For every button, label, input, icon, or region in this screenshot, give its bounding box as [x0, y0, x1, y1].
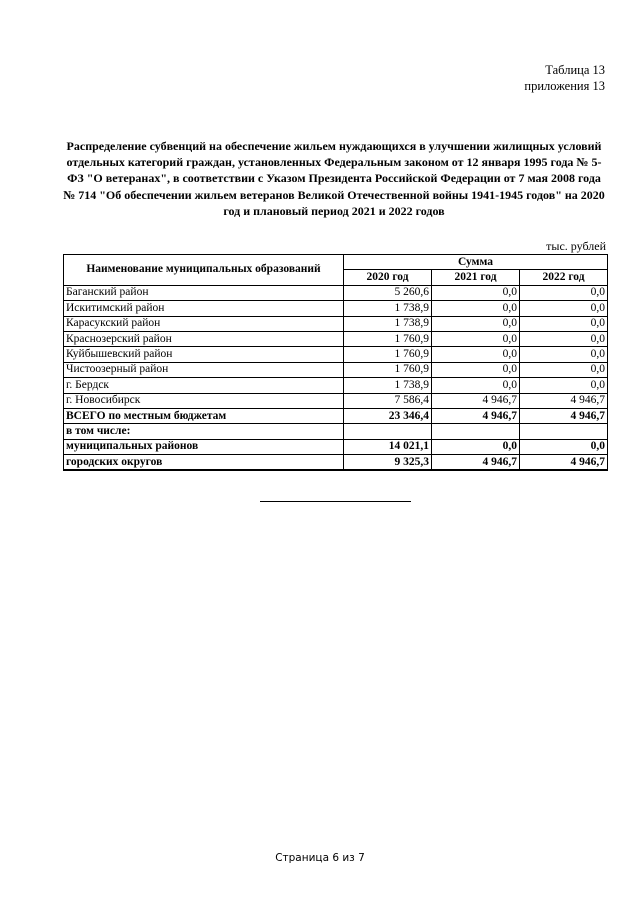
row-value-2021: 0,0 — [432, 285, 520, 300]
row-value-2021: 0,0 — [432, 301, 520, 316]
subsidy-table — [63, 254, 608, 471]
urban-value-2021: 4 946,7 — [432, 455, 520, 471]
row-value-2021: 0,0 — [432, 362, 520, 377]
municipal-name: муниципальных районов — [64, 439, 344, 454]
urban-value-2022: 4 946,7 — [520, 455, 608, 471]
table-row — [64, 347, 608, 362]
table-row — [64, 331, 608, 346]
units-label: тыс. рублей — [546, 239, 606, 253]
table-row — [64, 362, 608, 377]
table-reference — [524, 62, 605, 94]
row-value-2022: 0,0 — [520, 331, 608, 346]
row-value-2021: 0,0 — [432, 331, 520, 346]
header-sum: Сумма — [344, 255, 608, 270]
total-name: ВСЕГО по местным бюджетам — [64, 408, 344, 423]
including-empty-2022 — [520, 424, 608, 439]
row-value-2020: 1 738,9 — [344, 378, 432, 393]
table-number: Таблица 13 — [545, 63, 605, 77]
page-number: Страница 6 из 7 — [275, 852, 365, 864]
row-value-2020: 1 760,9 — [344, 362, 432, 377]
including-empty-2021 — [432, 424, 520, 439]
row-value-2020: 5 260,6 — [344, 285, 432, 300]
table-row — [64, 285, 608, 300]
appendix-number: приложения 13 — [524, 79, 605, 93]
row-value-2020: 1 760,9 — [344, 347, 432, 362]
row-value-2022: 0,0 — [520, 347, 608, 362]
row-name: Краснозерский район — [64, 331, 344, 346]
municipal-districts-row — [64, 439, 608, 454]
header-year-2021: 2021 год — [432, 270, 520, 285]
row-value-2021: 0,0 — [432, 316, 520, 331]
separator-line — [260, 501, 411, 502]
header-year-2022: 2022 год — [520, 270, 608, 285]
municipal-value-2021: 0,0 — [432, 439, 520, 454]
total-value-2020: 23 346,4 — [344, 408, 432, 423]
municipal-value-2022: 0,0 — [520, 439, 608, 454]
table-row — [64, 316, 608, 331]
municipal-value-2020: 14 021,1 — [344, 439, 432, 454]
urban-name: городских округов — [64, 455, 344, 471]
header-year-2020: 2020 год — [344, 270, 432, 285]
table-row — [64, 378, 608, 393]
row-value-2022: 0,0 — [520, 362, 608, 377]
total-value-2021: 4 946,7 — [432, 408, 520, 423]
including-label: в том числе: — [64, 424, 344, 439]
total-value-2022: 4 946,7 — [520, 408, 608, 423]
row-name: Карасукский район — [64, 316, 344, 331]
row-name: Куйбышевский район — [64, 347, 344, 362]
row-value-2022: 0,0 — [520, 316, 608, 331]
table-row — [64, 301, 608, 316]
row-name: г. Бердск — [64, 378, 344, 393]
row-value-2021: 0,0 — [432, 347, 520, 362]
row-value-2022: 0,0 — [520, 378, 608, 393]
row-value-2022: 0,0 — [520, 301, 608, 316]
row-value-2020: 1 760,9 — [344, 331, 432, 346]
header-row-top — [64, 255, 608, 270]
urban-value-2020: 9 325,3 — [344, 455, 432, 471]
row-value-2022: 0,0 — [520, 285, 608, 300]
row-value-2021: 4 946,7 — [432, 393, 520, 408]
urban-districts-row — [64, 455, 608, 471]
header-name: Наименование муниципальных образований — [64, 255, 344, 286]
row-value-2020: 1 738,9 — [344, 316, 432, 331]
row-name: Чистоозерный район — [64, 362, 344, 377]
row-name: Баганский район — [64, 285, 344, 300]
row-value-2021: 0,0 — [432, 378, 520, 393]
row-name: г. Новосибирск — [64, 393, 344, 408]
row-value-2020: 7 586,4 — [344, 393, 432, 408]
row-value-2020: 1 738,9 — [344, 301, 432, 316]
table-row — [64, 393, 608, 408]
including-row — [64, 424, 608, 439]
row-name: Искитимский район — [64, 301, 344, 316]
row-value-2022: 4 946,7 — [520, 393, 608, 408]
document-title: Распределение субвенций на обеспечение жильем нуждающихся в улучшении жилищных условий отдельных категорий граждан, установленных Федеральным законом от 12 января 1995 года № 5-ФЗ "О ветеранах", в соответствии с Указом Президента Российской Федерации от 7 мая 2008 года № 714 "Об обеспечении жильем ветеранов Великой Отечественной войны 1941-1945 годов" на 2020 год и плановый период 2021 и 2022 годов — [63, 139, 605, 218]
total-row — [64, 408, 608, 423]
including-empty-2020 — [344, 424, 432, 439]
